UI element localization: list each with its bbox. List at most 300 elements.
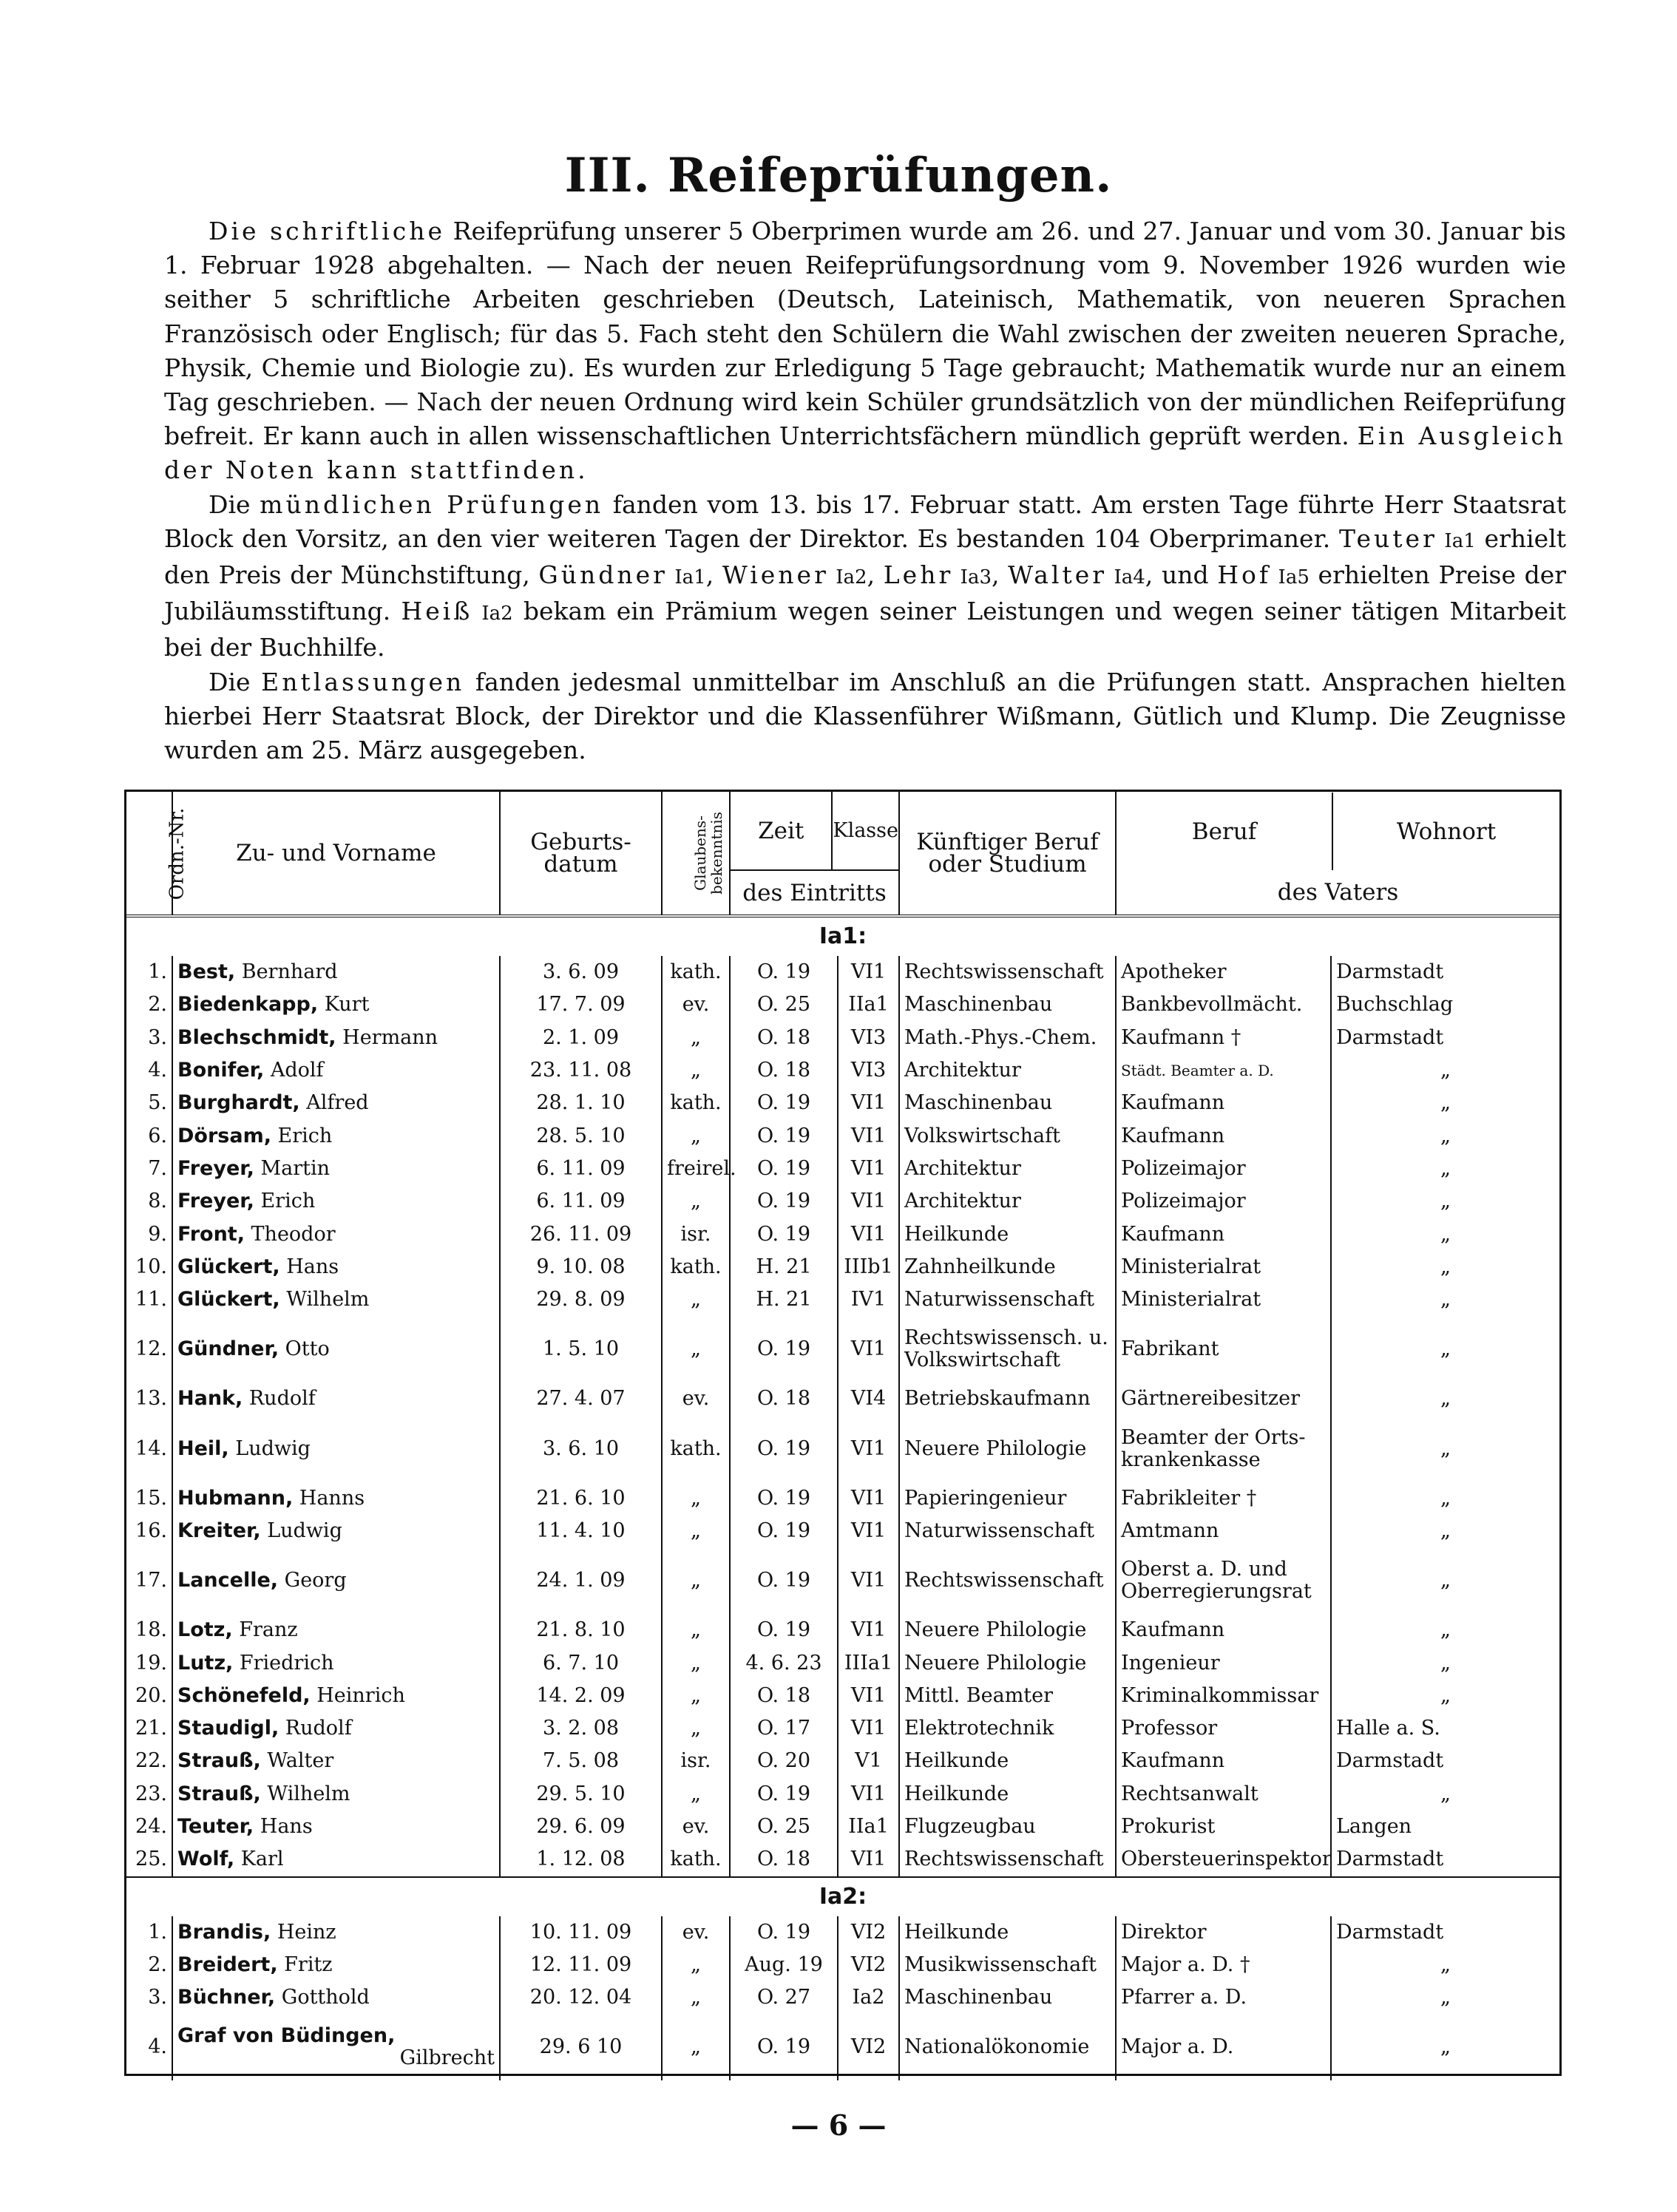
birth-date: 28. 5. 10 — [500, 1119, 662, 1152]
father-profession: Ministerialrat — [1116, 1283, 1331, 1316]
birth-date: 1. 5. 10 — [500, 1316, 662, 1382]
table-row — [126, 1646, 1559, 1679]
class-label: Ia5 — [1271, 566, 1310, 589]
spaced-text: Heiß — [401, 597, 473, 626]
header-wohnort: Wohnort — [1396, 818, 1497, 845]
religion: „ — [662, 1778, 730, 1811]
surname: Kreiter, — [177, 1519, 261, 1542]
entry-class: V1 — [838, 1745, 899, 1777]
birth-date: 24. 1. 09 — [500, 1547, 662, 1614]
entry-time: O. 19 — [730, 1547, 838, 1614]
religion: kath. — [662, 1416, 730, 1482]
header-vater — [1116, 792, 1559, 916]
entry-time: O. 19 — [730, 1515, 838, 1547]
entry-class: VI1 — [838, 956, 899, 988]
birth-date: 29. 8. 09 — [500, 1283, 662, 1316]
entry-time: H. 21 — [730, 1251, 838, 1283]
student-name — [172, 1515, 500, 1547]
header-vater-beruf: Beruf — [1117, 793, 1333, 870]
table-row — [126, 1185, 1559, 1218]
first-name: Hans — [280, 1255, 339, 1278]
father-residence: Darmstadt — [1331, 1843, 1559, 1876]
religion: kath. — [662, 956, 730, 988]
table-row — [126, 1283, 1559, 1316]
first-name: Hermann — [336, 1025, 438, 1049]
first-name: Rudolf — [279, 1717, 352, 1740]
row-number: 1. — [148, 1920, 167, 1944]
future-profession: Heilkunde — [899, 1778, 1116, 1811]
table-row — [126, 1316, 1559, 1382]
father-profession: Beamter der Orts- krankenkasse — [1116, 1416, 1331, 1482]
birth-date: 6. 11. 09 — [500, 1153, 662, 1185]
row-number: 4. — [148, 2035, 167, 2059]
religion: „ — [662, 1515, 730, 1547]
student-name — [172, 2014, 500, 2080]
surname: Breidert, — [177, 1953, 278, 1976]
first-name: Walter — [260, 1749, 334, 1773]
father-profession: Polizeimajor — [1116, 1185, 1331, 1218]
entry-time: O. 19 — [730, 1087, 838, 1119]
spaced-text: Entlassungen — [261, 667, 465, 696]
future-profession: Nationalökonomie — [899, 2014, 1116, 2080]
row-number: 2. — [148, 993, 167, 1017]
future-profession: Betriebskaufmann — [899, 1382, 1116, 1415]
future-profession: Heilkunde — [899, 1745, 1116, 1777]
father-profession: Amtmann — [1116, 1515, 1331, 1547]
religion: isr. — [662, 1218, 730, 1250]
student-name — [172, 1547, 500, 1614]
religion: „ — [662, 1119, 730, 1152]
intro-paragraph-2 — [164, 488, 1566, 665]
table-row — [126, 988, 1559, 1021]
first-name: Otto — [279, 1337, 330, 1361]
father-profession: Direktor — [1116, 1916, 1331, 1949]
intro-paragraph-3 — [164, 665, 1566, 768]
class-label: Ia4 — [1107, 566, 1145, 589]
birth-date: 6. 11. 09 — [500, 1185, 662, 1218]
student-name — [172, 1745, 500, 1777]
surname: Dörsam, — [177, 1124, 271, 1147]
spaced-text: Teuter — [1339, 523, 1437, 553]
surname: Strauß, — [177, 1749, 261, 1773]
father-residence: „ — [1331, 1416, 1559, 1482]
father-profession: Apotheker — [1116, 956, 1331, 988]
future-profession: Rechtswissensch. u. Volkswirtschaft — [899, 1316, 1116, 1382]
father-profession: Kaufmann — [1116, 1087, 1331, 1119]
father-profession: Professor — [1116, 1712, 1331, 1745]
first-name: Friedrich — [233, 1651, 334, 1675]
entry-time: O. 19 — [730, 1916, 838, 1949]
future-profession: Maschinenbau — [899, 988, 1116, 1021]
table-row — [126, 1712, 1559, 1745]
entry-class: VI2 — [838, 1916, 899, 1949]
intro-text — [164, 214, 1566, 767]
entry-class: IV1 — [838, 1283, 899, 1316]
birth-date: 2. 1. 09 — [500, 1022, 662, 1054]
father-residence: „ — [1331, 1185, 1559, 1218]
header-nr-label: Ordn.-Nr. — [166, 807, 189, 900]
future-profession: Maschinenbau — [899, 1981, 1116, 2014]
future-profession: Naturwissenschaft — [899, 1515, 1116, 1547]
father-residence: Darmstadt — [1331, 956, 1559, 988]
entry-time: 4. 6. 23 — [730, 1646, 838, 1679]
surname: Staudigl, — [177, 1717, 280, 1740]
religion: isr. — [662, 1745, 730, 1777]
birth-date: 10. 11. 09 — [500, 1916, 662, 1949]
birth-date: 1. 12. 08 — [500, 1843, 662, 1876]
father-residence: „ — [1331, 1949, 1559, 1981]
row-number: 24. — [135, 1815, 167, 1839]
surname: Strauß, — [177, 1782, 261, 1805]
header-des-vaters: des Vaters — [1277, 878, 1399, 906]
future-profession: Elektrotechnik — [899, 1712, 1116, 1745]
religion: „ — [662, 1054, 730, 1087]
text: Reifeprüfung unserer 5 Oberprimen wurde am 26. und 27. Januar und vom 30. Januar bis 1. Februar 1928 abgehalten. — Nach der neuen Reifeprüfungsordnung vom 9. November 1926 wurden wie seither 5 schriftliche Arbeiten geschrieben (Deutsch, Lateinisch, Mathematik, von neueren Sprachen Französisch oder Englisch; für das 5. Fach steht den Schülern die Wahl zwischen der zweiten neueren Sprache, Physik, Chemie und Biologie zu). Es wurden zur Erledigung 5 Tage gebraucht; Mathematik wurde nur an einem Tag geschrieben. — Nach der neuen Ordnung wird kein Schüler grundsätzlich von der mündlichen Reifeprüfung befreit. Er kann auch in allen wissenschaftlichen Unterrichtsfächern mündlich geprüft werden. — [164, 217, 1566, 451]
birth-date: 29. 6 10 — [500, 2014, 662, 2080]
father-residence: Darmstadt — [1331, 1916, 1559, 1949]
row-number: 8. — [148, 1190, 167, 1213]
spaced-text: Gündner — [538, 560, 668, 590]
page-title: III. Reifeprüfungen. — [564, 148, 1113, 203]
entry-class: VI1 — [838, 1416, 899, 1482]
entry-class: IIa1 — [838, 988, 899, 1021]
graduates-table — [124, 790, 1562, 2076]
row-number: 17. — [135, 1569, 167, 1592]
father-profession: Prokurist — [1116, 1811, 1331, 1843]
entry-class: VI2 — [838, 1949, 899, 1981]
birth-date: 3. 6. 10 — [500, 1416, 662, 1482]
student-name — [172, 1087, 500, 1119]
birth-date: 6. 7. 10 — [500, 1646, 662, 1679]
future-profession: Rechtswissenschaft — [899, 1843, 1116, 1876]
entry-class: VI1 — [838, 1087, 899, 1119]
surname: Biedenkapp, — [177, 993, 319, 1017]
table-body — [126, 916, 1559, 2080]
first-name: Adolf — [264, 1059, 324, 1082]
father-residence: „ — [1331, 1054, 1559, 1087]
first-name: Gilbrecht — [399, 2046, 495, 2070]
table-row — [126, 2014, 1559, 2080]
future-profession: Neuere Philologie — [899, 1646, 1116, 1679]
row-number: 19. — [135, 1651, 167, 1675]
entry-class: VI1 — [838, 1778, 899, 1811]
surname: Teuter, — [177, 1815, 254, 1839]
text: fanden vom 13. bis 17. Februar statt. Am ersten Tage führte Herr Staatsrat Block den Vorsitz, an den vier weiteren Tagen der Direktor. Es bestanden 104 Oberprimaner. — [164, 489, 1566, 553]
first-name: Erich — [271, 1124, 333, 1147]
graduates-grid — [126, 792, 1559, 2080]
first-name: Hanns — [293, 1486, 365, 1510]
father-profession: Major a. D. † — [1116, 1949, 1331, 1981]
table-row — [126, 1054, 1559, 1087]
religion: „ — [662, 1949, 730, 1981]
surname: Schönefeld, — [177, 1683, 311, 1707]
row-number: 20. — [135, 1683, 167, 1707]
religion: kath. — [662, 1843, 730, 1876]
surname: Blechschmidt, — [177, 1025, 336, 1049]
student-name — [172, 1283, 500, 1316]
student-name — [172, 956, 500, 988]
father-residence: „ — [1331, 1119, 1559, 1152]
surname: Gündner, — [177, 1337, 280, 1361]
father-residence: Buchschlag — [1331, 988, 1559, 1021]
student-name — [172, 1646, 500, 1679]
birth-date: 27. 4. 07 — [500, 1382, 662, 1415]
table-row — [126, 1843, 1559, 1876]
first-name: Hans — [254, 1815, 313, 1839]
student-name — [172, 1916, 500, 1949]
father-residence: „ — [1331, 1778, 1559, 1811]
row-number: 1. — [148, 960, 167, 984]
religion: „ — [662, 1482, 730, 1515]
surname: Freyer, — [177, 1190, 254, 1213]
section-label: Ia2: — [819, 1883, 867, 1910]
entry-time: Aug. 19 — [730, 1949, 838, 1981]
religion: kath. — [662, 1087, 730, 1119]
text: , — [992, 560, 1009, 590]
surname: Best, — [177, 960, 236, 984]
surname: Graf von Büdingen, — [177, 2024, 396, 2048]
religion: „ — [662, 1712, 730, 1745]
entry-time: O. 19 — [730, 2014, 838, 2080]
student-name — [172, 1949, 500, 1981]
student-name — [172, 1251, 500, 1283]
father-residence: „ — [1331, 1153, 1559, 1185]
birth-date: 26. 11. 09 — [500, 1218, 662, 1250]
table-row — [126, 1614, 1559, 1646]
entry-time: O. 19 — [730, 956, 838, 988]
future-profession: Musikwissenschaft — [899, 1949, 1116, 1981]
entry-time: O. 18 — [730, 1382, 838, 1415]
table-header — [126, 792, 1559, 916]
surname: Lancelle, — [177, 1569, 279, 1592]
first-name: Heinz — [271, 1920, 336, 1944]
text: , und — [1145, 560, 1218, 590]
religion: „ — [662, 1646, 730, 1679]
text: bekam ein Prämium wegen seiner Leistungen und wegen seiner tätigen Mitarbeit bei der Buchhilfe. — [164, 597, 1566, 662]
table-row — [126, 1745, 1559, 1777]
table-row — [126, 1087, 1559, 1119]
surname: Lutz, — [177, 1651, 234, 1675]
first-name: Wilhelm — [260, 1782, 350, 1805]
surname: Glückert, — [177, 1255, 280, 1278]
birth-date: 21. 8. 10 — [500, 1614, 662, 1646]
first-name: Georg — [278, 1569, 347, 1592]
intro-paragraph-1 — [164, 214, 1566, 488]
religion: ev. — [662, 988, 730, 1021]
surname: Freyer, — [177, 1156, 254, 1180]
entry-time: O. 18 — [730, 1022, 838, 1054]
spaced-text: mündlichen Prüfungen — [260, 489, 604, 519]
row-number: 13. — [135, 1387, 167, 1411]
surname: Bonifer, — [177, 1059, 265, 1082]
entry-time: O. 18 — [730, 1843, 838, 1876]
student-name — [172, 1054, 500, 1087]
table-row — [126, 1811, 1559, 1843]
surname: Burghardt, — [177, 1091, 300, 1115]
first-name: Gotthold — [275, 1986, 370, 2009]
father-residence: Darmstadt — [1331, 1745, 1559, 1777]
student-name — [172, 1712, 500, 1745]
father-profession: Städt. Beamter a. D. — [1116, 1054, 1331, 1087]
birth-date: 29. 6. 09 — [500, 1811, 662, 1843]
row-number: 7. — [148, 1156, 167, 1180]
first-name: Ludwig — [260, 1519, 342, 1542]
entry-time: O. 18 — [730, 1680, 838, 1712]
entry-time: O. 19 — [730, 1119, 838, 1152]
entry-class: VI1 — [838, 1316, 899, 1382]
entry-time: O. 19 — [730, 1218, 838, 1250]
text: Die — [209, 489, 260, 519]
row-number: 3. — [148, 1025, 167, 1049]
surname: Hank, — [177, 1387, 243, 1411]
father-profession: Fabrikant — [1116, 1316, 1331, 1382]
entry-class: VI1 — [838, 1482, 899, 1515]
father-residence: „ — [1331, 1251, 1559, 1283]
birth-date: 29. 5. 10 — [500, 1778, 662, 1811]
row-number: 11. — [135, 1288, 167, 1312]
entry-class: VI1 — [838, 1547, 899, 1614]
spaced-text: Lehr — [883, 560, 954, 590]
student-name — [172, 1778, 500, 1811]
entry-time: O. 25 — [730, 988, 838, 1021]
row-number: 12. — [135, 1337, 167, 1361]
entry-class: VI1 — [838, 1153, 899, 1185]
birth-date: 7. 5. 08 — [500, 1745, 662, 1777]
future-profession: Zahnheilkunde — [899, 1251, 1116, 1283]
father-profession: Kriminalkommissar — [1116, 1680, 1331, 1712]
table-row — [126, 1153, 1559, 1185]
religion: „ — [662, 1547, 730, 1614]
future-profession: Papieringenieur — [899, 1482, 1116, 1515]
text: , — [705, 560, 722, 590]
father-residence: „ — [1331, 1316, 1559, 1382]
birth-date: 14. 2. 09 — [500, 1680, 662, 1712]
student-name — [172, 1022, 500, 1054]
class-label: Ia3 — [953, 566, 992, 589]
first-name: Kurt — [318, 993, 370, 1017]
father-profession: Kaufmann — [1116, 1745, 1331, 1777]
birth-date: 28. 1. 10 — [500, 1087, 662, 1119]
entry-time: O. 20 — [730, 1745, 838, 1777]
row-number: 2. — [148, 1953, 167, 1976]
student-name — [172, 1482, 500, 1515]
surname: Wolf, — [177, 1848, 235, 1871]
religion: „ — [662, 2014, 730, 2080]
spaced-text: Hof — [1217, 560, 1272, 590]
header-glauben-label: Glaubens- bekenntnis — [691, 811, 725, 895]
religion: „ — [662, 1680, 730, 1712]
father-profession: Kaufmann — [1116, 1614, 1331, 1646]
first-name: Rudolf — [243, 1387, 316, 1411]
header-zeit: Zeit — [731, 792, 833, 869]
father-profession: Polizeimajor — [1116, 1153, 1331, 1185]
entry-time: O. 19 — [730, 1416, 838, 1482]
spaced-text: Walter — [1008, 560, 1108, 590]
section-header-row — [126, 916, 1559, 956]
table-row — [126, 1680, 1559, 1712]
future-profession: Architektur — [899, 1054, 1116, 1087]
father-residence: „ — [1331, 1218, 1559, 1250]
student-name — [172, 1316, 500, 1382]
header-name: Zu- und Vorname — [172, 792, 500, 916]
table-row — [126, 1251, 1559, 1283]
father-residence: „ — [1331, 1515, 1559, 1547]
entry-class: VI1 — [838, 1680, 899, 1712]
first-name: Heinrich — [310, 1683, 405, 1707]
future-profession: Architektur — [899, 1185, 1116, 1218]
entry-time: O. 19 — [730, 1153, 838, 1185]
row-number: 23. — [135, 1782, 167, 1805]
student-name — [172, 1680, 500, 1712]
entry-class: VI1 — [838, 1218, 899, 1250]
student-name — [172, 1981, 500, 2014]
entry-time: O. 19 — [730, 1316, 838, 1382]
row-number: 14. — [135, 1436, 167, 1460]
text: , — [867, 560, 884, 590]
religion: ev. — [662, 1916, 730, 1949]
religion: „ — [662, 1981, 730, 2014]
table-row — [126, 1382, 1559, 1415]
student-name — [172, 1185, 500, 1218]
row-number: 21. — [135, 1717, 167, 1740]
father-profession: Pfarrer a. D. — [1116, 1981, 1331, 2014]
birth-date: 12. 11. 09 — [500, 1949, 662, 1981]
student-name — [172, 1843, 500, 1876]
entry-class: VI1 — [838, 1515, 899, 1547]
row-number: 10. — [135, 1255, 167, 1278]
father-residence: „ — [1331, 1680, 1559, 1712]
religion: ev. — [662, 1811, 730, 1843]
birth-date: 3. 6. 09 — [500, 956, 662, 988]
entry-time: O. 17 — [730, 1712, 838, 1745]
father-profession: Kaufmann — [1116, 1119, 1331, 1152]
row-number: 16. — [135, 1519, 167, 1542]
birth-date: 3. 2. 08 — [500, 1712, 662, 1745]
entry-class: VI3 — [838, 1022, 899, 1054]
student-name — [172, 1119, 500, 1152]
entry-time: O. 19 — [730, 1482, 838, 1515]
first-name: Bernhard — [235, 960, 338, 984]
future-profession: Mittl. Beamter — [899, 1680, 1116, 1712]
row-number: 9. — [148, 1222, 167, 1246]
header-des-eintritts: des Eintritts — [742, 879, 887, 906]
father-profession: Fabrikleiter † — [1116, 1482, 1331, 1515]
table-row — [126, 1218, 1559, 1250]
future-profession: Maschinenbau — [899, 1087, 1116, 1119]
religion: freirel. — [662, 1153, 730, 1185]
table-row — [126, 1482, 1559, 1515]
table-row — [126, 1515, 1559, 1547]
father-residence: „ — [1331, 1547, 1559, 1614]
entry-class: VI1 — [838, 1712, 899, 1745]
class-label: Ia1 — [1437, 529, 1476, 552]
student-name — [172, 1811, 500, 1843]
father-residence: „ — [1331, 1614, 1559, 1646]
father-residence: „ — [1331, 2014, 1559, 2080]
surname: Lotz, — [177, 1618, 233, 1642]
birth-date: 17. 7. 09 — [500, 988, 662, 1021]
table-row — [126, 1547, 1559, 1614]
entry-class: IIIb1 — [838, 1251, 899, 1283]
entry-class: VI1 — [838, 1185, 899, 1218]
father-residence: „ — [1331, 1283, 1559, 1316]
entry-class: IIIa1 — [838, 1646, 899, 1679]
future-profession: Math.-Phys.-Chem. — [899, 1022, 1116, 1054]
entry-class: Ia2 — [838, 1981, 899, 2014]
future-profession: Flugzeugbau — [899, 1811, 1116, 1843]
surname: Hubmann, — [177, 1486, 294, 1510]
future-profession: Neuere Philologie — [899, 1416, 1116, 1482]
